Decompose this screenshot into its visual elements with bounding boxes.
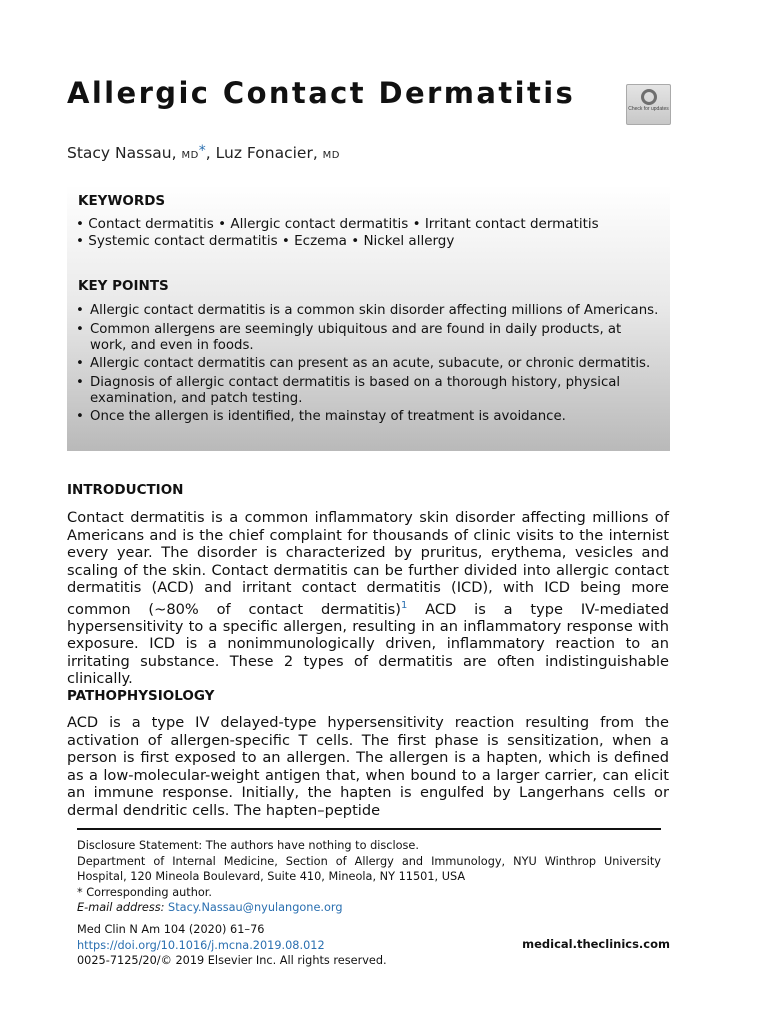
email-label: E-mail address: bbox=[77, 901, 165, 914]
author-affiliation: Department of Internal Medicine, Section of Allergy and Immunology, NYU Winthrop University Hospital, 120 Mineola Boulevard, Suite 410, Mineola, NY 11501, USA bbox=[77, 854, 661, 883]
key-point-item bbox=[76, 375, 661, 407]
keywords-line: • Systemic contact dermatitis • Eczema • Nickel allergy bbox=[76, 233, 455, 249]
author-degree: MD bbox=[322, 150, 340, 161]
key-point-text: Once the allergen is identified, the mainstay of treatment is avoidance. bbox=[90, 409, 566, 424]
author-line: Stacy Nassau, MD*, Luz Fonacier, MD bbox=[67, 143, 340, 162]
introduction-text-continued: ACD is a type IV-mediated hypersensitivity to a specific allergen, resulting in an inflammatory response with exposure. ICD is a nonimmunologically driven, inflammatory reaction to an irritating substance. These 2 types of dermatitis are often indistinguishable clinically. bbox=[67, 600, 669, 688]
bullet-icon: • bbox=[76, 409, 84, 424]
introduction-paragraph bbox=[67, 509, 669, 688]
pathophysiology-paragraph: ACD is a type IV delayed-type hypersensitivity reaction resulting from the activation of allergen-specific T cells. The first phase is sensitization, when a person is first exposed to an allergen. The allergen is a hapten, which is defined as a low-molecular-weight antigen that, when bound to a larger carrier, can elicit an immune response. Initially, the hapten is engulfed by Langerhans cells or dermal dendritic cells. The hapten–peptide bbox=[67, 714, 669, 819]
key-point-text: Diagnosis of allergic contact dermatitis is based on a thorough history, physical examination, and patch testing. bbox=[90, 374, 621, 406]
key-point-text: Common allergens are seemingly ubiquitous and are found in daily products, at work, and even in foods. bbox=[90, 321, 622, 353]
author-degree: MD bbox=[181, 150, 199, 161]
footnote-divider bbox=[77, 828, 661, 830]
key-points-heading: KEY POINTS bbox=[78, 278, 169, 294]
citation-block bbox=[77, 922, 669, 969]
article-title: Allergic Contact Dermatitis bbox=[67, 76, 576, 110]
disclosure-statement: Disclosure Statement: The authors have nothing to disclose. bbox=[77, 839, 419, 852]
copyright-notice: 0025-7125/20/© 2019 Elsevier Inc. All rights reserved. bbox=[77, 954, 387, 967]
author-name: Stacy Nassau bbox=[67, 144, 172, 162]
key-point-item bbox=[76, 303, 661, 319]
bullet-icon: • bbox=[76, 356, 84, 371]
key-points-list bbox=[76, 303, 661, 428]
pathophysiology-heading: PATHOPHYSIOLOGY bbox=[67, 688, 215, 704]
corresponding-author-marker[interactable]: * bbox=[198, 143, 206, 159]
keywords-keypoints-box bbox=[67, 185, 670, 451]
key-point-text: Allergic contact dermatitis can present as an acute, subacute, or chronic dermatitis. bbox=[90, 356, 651, 371]
introduction-heading: INTRODUCTION bbox=[67, 482, 184, 498]
keywords-line: • Contact dermatitis • Allergic contact dermatitis • Irritant contact dermatitis bbox=[76, 216, 599, 232]
key-point-item bbox=[76, 322, 661, 354]
keywords-heading: KEYWORDS bbox=[78, 193, 166, 209]
badge-label: Check for updates bbox=[628, 106, 669, 112]
reference-link[interactable]: 1 bbox=[400, 599, 408, 611]
check-for-updates-badge[interactable] bbox=[626, 84, 671, 125]
bullet-icon: • bbox=[76, 303, 84, 318]
bullet-icon: • bbox=[76, 321, 84, 337]
update-icon bbox=[641, 89, 657, 105]
journal-citation: Med Clin N Am 104 (2020) 61–76 bbox=[77, 923, 265, 936]
journal-website[interactable]: medical.theclinics.com bbox=[522, 937, 670, 951]
doi-link[interactable]: https://doi.org/10.1016/j.mcna.2019.08.012 bbox=[77, 938, 325, 952]
corresponding-author-note: * Corresponding author. bbox=[77, 885, 212, 899]
key-point-text: Allergic contact dermatitis is a common skin disorder affecting millions of Americans. bbox=[90, 303, 659, 318]
bullet-icon: • bbox=[76, 374, 84, 390]
email-link[interactable]: Stacy.Nassau@nyulangone.org bbox=[168, 901, 343, 914]
email-line bbox=[77, 900, 661, 916]
author-name: Luz Fonacier bbox=[215, 144, 313, 162]
key-point-item bbox=[76, 409, 661, 425]
key-point-item bbox=[76, 356, 661, 372]
footnotes bbox=[77, 838, 661, 916]
introduction-text: Contact dermatitis is a common inflammatory skin disorder affecting millions of Americans and is the chief complaint for thousands of clinic visits to the internist every year. The disorder is characterized by pruritus, erythema, vesicles and scaling of the skin. Contact dermatitis can be further divided into allergic contact dermatitis (ACD) and irritant contact dermatitis (ICD), with ICD being more common (∼80% of contact dermatitis) bbox=[67, 509, 669, 618]
